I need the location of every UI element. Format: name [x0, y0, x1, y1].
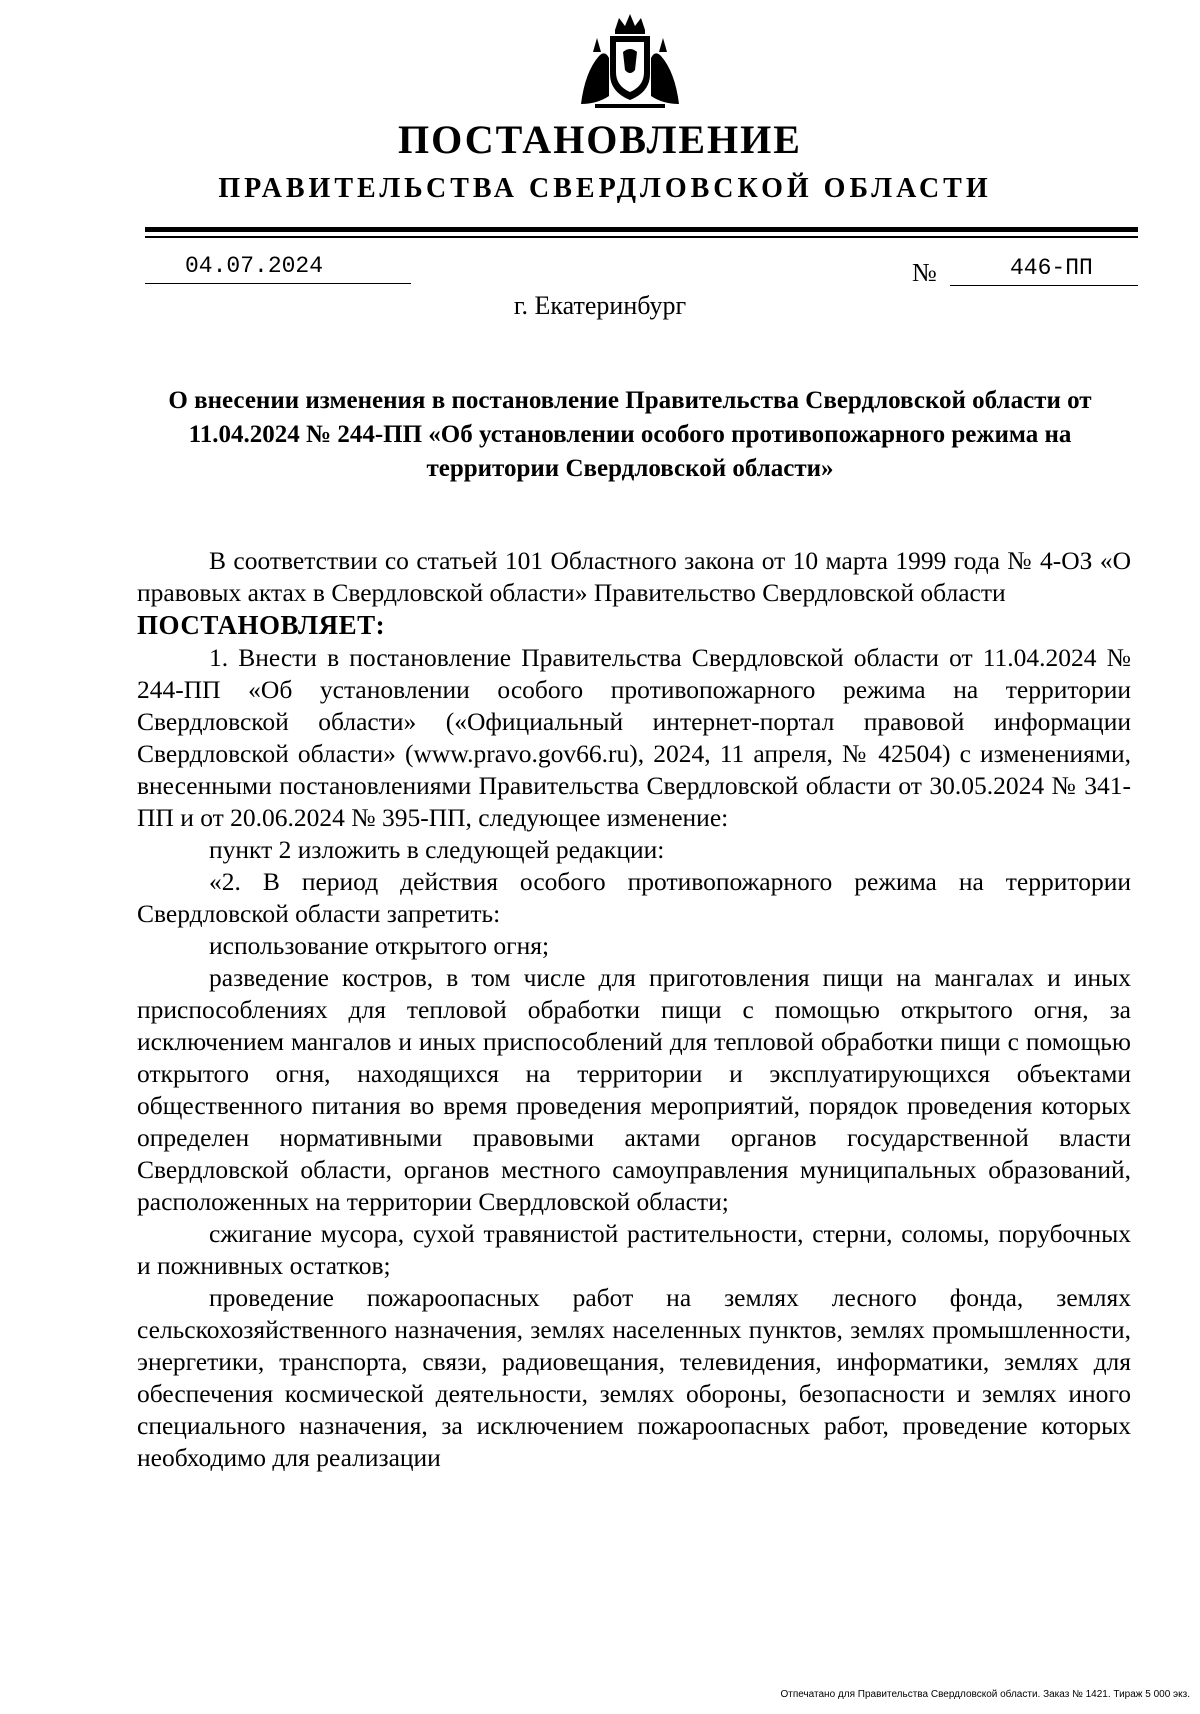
body-paragraph: 1. Внести в постановление Правительства Свердловской области от 11.04.2024 № 244-ПП «Об установлении особого противопожарного режима на территории Свердловской области» («Официальный интернет-портал правовой информации Свердловской области» (www.pravo.gov66.ru), 2024, 11 апреля, № 42504) с изменениями, внесенными постановлениями Правительства Свердловской области от 30.05.2024 № 341-ПП и от 20.06.2024 № 395-ПП, следующее изменение:	[137, 643, 1131, 832]
preamble-paragraph: В соответствии со статьей 101 Областного закона от 10 марта 1999 года № 4-ОЗ «О правовых актах в Свердловской области» Правительство Свердловской области	[137, 546, 1131, 607]
document-type-title: ПОСТАНОВЛЕНИЕ	[398, 117, 802, 162]
decree-word-text: ПОСТАНОВЛЯЕТ:	[137, 610, 386, 640]
body-paragraph: использование открытого огня;	[209, 931, 550, 960]
document-body	[137, 545, 1131, 1474]
body-paragraph: проведение пожароопасных работ на землях лесного фонда, землях сельскохозяйственного назначения, землях населенных пунктов, землях промышленности, энергетики, транспорта, связи, радиовещания, телевидения, информатики, землях для обеспечения космической деятельности, землях обороны, безопасности и землях иного специального назначения, за исключением пожароопасных работ, проведение которых необходимо для реализации	[137, 1283, 1131, 1472]
print-note: Отпечатано для Правительства Свердловской области. Заказ № 1421. Тираж 5 000 экз.	[780, 1689, 1190, 1700]
header-rule-thick	[145, 227, 1138, 232]
body-paragraph: разведение костров, в том числе для приготовления пищи на мангалах и иных приспособлениях для тепловой обработки пищи с помощью открытого огня, за исключением мангалов и иных приспособлений для тепловой обработки пищи с помощью открытого огня, находящихся на территории и эксплуатирующихся объектами общественного питания во время проведения мероприятий, порядок проведения которых определен нормативными правовыми актами органов государственной власти Свердловской области, органов местного самоуправления муниципальных образований, расположенных на территории Свердловской области;	[137, 963, 1131, 1216]
body-paragraph: сжигание мусора, сухой травянистой растительности, стерни, соломы, порубочных и пожнивных остатков;	[137, 1219, 1131, 1280]
coat-of-arms-icon	[575, 12, 685, 112]
header-rule-thin	[145, 236, 1138, 238]
document-number: 446-ПП	[950, 254, 1138, 286]
body-paragraph: «2. В период действия особого противопожарного режима на территории Свердловской области запретить:	[137, 867, 1131, 928]
document-date: 04.07.2024	[145, 252, 411, 284]
issuer-subtitle: ПРАВИТЕЛЬСТВА СВЕРДЛОВСКОЙ ОБЛАСТИ	[218, 173, 992, 204]
decree-word	[137, 609, 1131, 642]
number-sign: №	[912, 258, 937, 287]
document-city: г. Екатеринбург	[513, 291, 687, 320]
body-paragraph: пункт 2 изложить в следующей редакции:	[209, 835, 665, 864]
document-heading: О внесении изменения в постановление Правительства Свердловской области от 11.04.2024 № 244-ПП «Об установлении особого противопожарного режима на территории Свердловской области»	[168, 387, 1092, 482]
